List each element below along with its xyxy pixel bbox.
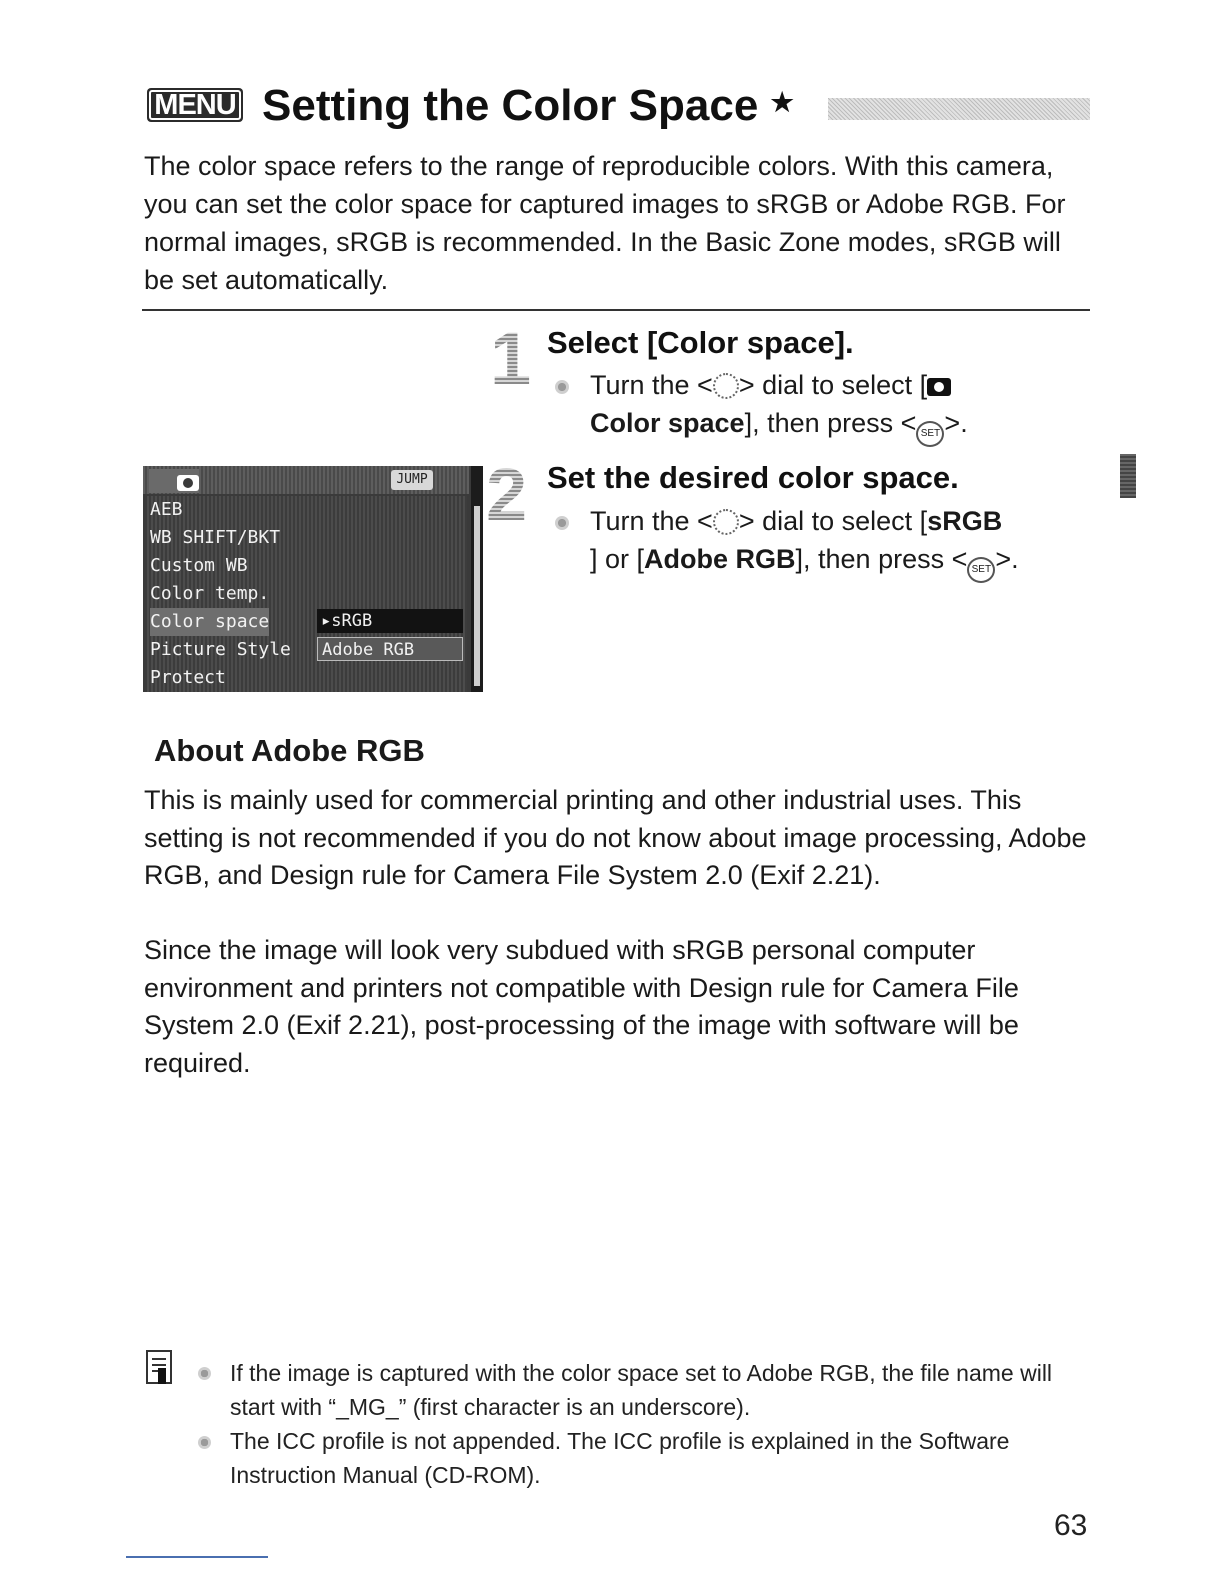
- quick-control-dial-icon: [713, 509, 739, 535]
- lcd-option-srgb: ▸sRGB: [317, 609, 463, 633]
- step-1-text-d: >.: [944, 408, 968, 438]
- step-2-text-e: >.: [995, 544, 1019, 574]
- about-paragraph-1: This is mainly used for commercial printing and other industrial uses. This setting is not recommended if you do not know about image processing, Adobe RGB, and Design rule for Camera File System 2.0 (Exif 2.21).: [144, 785, 1087, 890]
- page-title: [262, 80, 794, 132]
- lcd-menu-tab-bar: [143, 466, 469, 494]
- lcd-camera-icon: [177, 475, 199, 491]
- step-2-text-b: > dial to select [: [738, 506, 928, 536]
- lcd-item-label: Color space: [150, 608, 269, 636]
- chapter-tab-marker: [1120, 454, 1136, 498]
- step-2-bold-srgb: sRGB: [927, 506, 1003, 536]
- bullet-icon: [555, 516, 569, 530]
- about-heading: About Adobe RGB: [154, 733, 425, 768]
- step-1-text-c: ], then press <: [744, 408, 917, 438]
- intro-paragraph: The color space refers to the range of reproducible colors. With this camera, you can set the color space for captured images to sRGB or Adobe RGB. For normal images, sRGB is recommended. In the Basic Zone modes, sRGB will be set automatically.: [144, 151, 1066, 295]
- step-2-text-d: ], then press <: [795, 544, 968, 574]
- lcd-menu-item-selected: [147, 608, 467, 636]
- note-memo-icon: [146, 1350, 172, 1384]
- step-1-number: 1: [490, 317, 532, 400]
- step-2-text-a: Turn the <: [590, 506, 713, 536]
- about-paragraph-2: Since the image will look very subdued with sRGB personal computer environment and printers not compatible with Design rule for Camera File System 2.0 (Exif 2.21), post-processing of the image with software will be required.: [144, 935, 1019, 1078]
- note-item-1: If the image is captured with the color space set to Adobe RGB, the file name will start with “_MG_” (first character is an underscore).: [230, 1360, 1053, 1420]
- lcd-menu-item: [147, 580, 467, 608]
- bullet-icon: [198, 1436, 211, 1449]
- step-2-bold-adobergb: Adobe RGB: [644, 544, 796, 574]
- lcd-option-adobergb: Adobe RGB: [317, 637, 463, 661]
- lcd-menu-item: [147, 524, 467, 552]
- lcd-jump-label: JUMP: [391, 470, 433, 490]
- menu-icon: [147, 88, 243, 122]
- step-1-bold: Color space: [590, 408, 745, 438]
- camera-lcd-menu: [143, 466, 483, 692]
- advanced-star-icon: ★: [770, 87, 794, 117]
- step-2-text-c: ] or [: [590, 544, 645, 574]
- page-title-text: Setting the Color Space: [262, 81, 759, 130]
- note-item-2: The ICC profile is not appended. The ICC profile is explained in the Software Instruction Manual (CD-ROM).: [230, 1428, 1010, 1488]
- step-2-instruction: [590, 502, 1070, 583]
- step-2-number: 2: [486, 453, 528, 536]
- lcd-menu-item: [147, 496, 467, 524]
- page-number: 63: [1054, 1509, 1088, 1542]
- step-1-heading: Select [Color space].: [547, 325, 854, 360]
- bullet-icon: [555, 380, 569, 394]
- lcd-item-label: Protect: [150, 667, 226, 688]
- lcd-menu-list: [147, 496, 467, 692]
- lcd-item-label: WB SHIFT/BKT: [150, 527, 281, 548]
- camera-icon: [927, 378, 951, 396]
- section-divider: [142, 309, 1090, 311]
- lcd-shooting-tab: [149, 469, 199, 493]
- lcd-scrollbar: [471, 466, 483, 692]
- lcd-menu-item: [147, 636, 467, 664]
- step-2-heading: Set the desired color space.: [547, 460, 959, 495]
- menu-badge-label: MENU: [149, 90, 240, 120]
- lcd-menu-item: [147, 552, 467, 580]
- lcd-item-label: Picture Style: [150, 639, 291, 660]
- set-button-icon: SET: [916, 421, 944, 447]
- bullet-icon: [198, 1367, 211, 1380]
- step-1-text-a: Turn the <: [590, 370, 713, 400]
- lcd-menu-item: [147, 664, 467, 692]
- footer-line: [126, 1556, 268, 1558]
- lcd-item-label: Color temp.: [150, 583, 270, 604]
- lcd-item-label: AEB: [150, 499, 183, 520]
- quick-control-dial-icon: [713, 373, 739, 399]
- lcd-item-label: Custom WB: [150, 555, 248, 576]
- title-decoration-bar: [828, 98, 1090, 120]
- step-1-instruction: [590, 366, 1050, 447]
- step-1-text-b: > dial to select [: [738, 370, 928, 400]
- set-button-icon: SET: [967, 557, 995, 583]
